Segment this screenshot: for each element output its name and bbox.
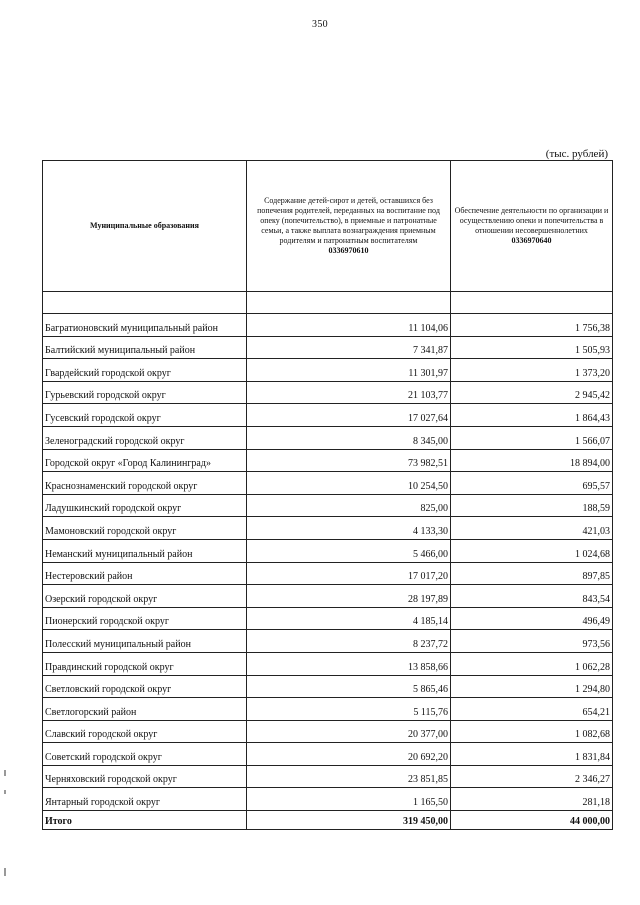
- municipality-name: Светловский городской округ: [43, 675, 247, 698]
- orphans-support-value: 11 301,97: [247, 359, 451, 382]
- municipality-name: Правдинский городской округ: [43, 652, 247, 675]
- table-row: [43, 517, 613, 540]
- orphans-support-value: 825,00: [247, 494, 451, 517]
- municipality-name: Черняховский городской округ: [43, 765, 247, 788]
- total-row: [43, 811, 613, 830]
- municipality-name: Светлогорский район: [43, 698, 247, 721]
- scan-mark: [4, 790, 6, 794]
- table-row: [43, 675, 613, 698]
- municipality-name: Ладушкинский городской округ: [43, 494, 247, 517]
- header-orphans-support-code: 0336970610: [328, 246, 369, 255]
- municipality-name: Нестеровский район: [43, 562, 247, 585]
- municipality-name: Славский городской округ: [43, 720, 247, 743]
- orphans-support-value: 1 165,50: [247, 788, 451, 811]
- data-table-container: [42, 160, 612, 830]
- orphans-support-value: 8 345,00: [247, 426, 451, 449]
- municipality-name: Гурьевский городской округ: [43, 381, 247, 404]
- table-body: [43, 292, 613, 830]
- guardianship-value: 421,03: [451, 517, 613, 540]
- guardianship-value: 654,21: [451, 698, 613, 721]
- orphans-support-value: 4 133,30: [247, 517, 451, 540]
- table-row: [43, 652, 613, 675]
- guardianship-value: 1 566,07: [451, 426, 613, 449]
- orphans-support-value: 11 104,06: [247, 314, 451, 337]
- guardianship-value: 281,18: [451, 788, 613, 811]
- orphans-support-value: 17 027,64: [247, 404, 451, 427]
- total-guardianship: 44 000,00: [451, 811, 613, 830]
- table-row: [43, 630, 613, 653]
- guardianship-value: 1 831,84: [451, 743, 613, 766]
- orphans-support-value: 8 237,72: [247, 630, 451, 653]
- header-guardianship: [451, 161, 613, 292]
- table-row: [43, 494, 613, 517]
- orphans-support-value: 5 865,46: [247, 675, 451, 698]
- municipality-name: Озерский городской округ: [43, 585, 247, 608]
- page-number: 350: [312, 19, 328, 30]
- guardianship-value: 2 346,27: [451, 765, 613, 788]
- guardianship-value: 1 756,38: [451, 314, 613, 337]
- table-row: [43, 698, 613, 721]
- orphans-support-value: 4 185,14: [247, 607, 451, 630]
- municipality-name: Краснознаменский городской округ: [43, 472, 247, 495]
- scan-mark: [4, 868, 6, 876]
- guardianship-value: 843,54: [451, 585, 613, 608]
- units-label: (тыс. рублей): [545, 148, 608, 160]
- orphans-support-value: 21 103,77: [247, 381, 451, 404]
- guardianship-value: 1 373,20: [451, 359, 613, 382]
- header-row: [43, 161, 613, 292]
- guardianship-value: 1 024,68: [451, 539, 613, 562]
- guardianship-value: 1 062,28: [451, 652, 613, 675]
- total-label: Итого: [43, 811, 247, 830]
- table-row: [43, 404, 613, 427]
- municipality-name: Гусевский городской округ: [43, 404, 247, 427]
- guardianship-value: 1 294,80: [451, 675, 613, 698]
- orphans-support-value: 20 377,00: [247, 720, 451, 743]
- orphans-support-value: 23 851,85: [247, 765, 451, 788]
- table-row: [43, 765, 613, 788]
- municipality-name: Полесский муниципальный район: [43, 630, 247, 653]
- orphans-support-value: 7 341,87: [247, 336, 451, 359]
- guardianship-value: 18 894,00: [451, 449, 613, 472]
- table-row: [43, 562, 613, 585]
- table-row: [43, 336, 613, 359]
- municipality-name: Янтарный городской округ: [43, 788, 247, 811]
- municipality-name: Мамоновский городской округ: [43, 517, 247, 540]
- table-row: [43, 472, 613, 495]
- table-row: [43, 314, 613, 337]
- header-guardianship-text: Обеспечение деятельности по организации и осуществлению опеки и попечительства в отношении несовершеннолетних: [454, 206, 609, 235]
- municipality-name: Неманский муниципальный район: [43, 539, 247, 562]
- municipality-name: Гвардейский городской округ: [43, 359, 247, 382]
- data-table: [42, 160, 613, 830]
- table-row: [43, 426, 613, 449]
- guardianship-value: 973,56: [451, 630, 613, 653]
- orphans-support-value: 73 982,51: [247, 449, 451, 472]
- spacer-row: [43, 292, 613, 314]
- spacer-cell: [451, 292, 613, 314]
- table-row: [43, 449, 613, 472]
- guardianship-value: 188,59: [451, 494, 613, 517]
- spacer-cell: [247, 292, 451, 314]
- orphans-support-value: 13 858,66: [247, 652, 451, 675]
- municipality-name: Багратионовский муниципальный район: [43, 314, 247, 337]
- table-row: [43, 607, 613, 630]
- table-row: [43, 381, 613, 404]
- municipality-name: Балтийский муниципальный район: [43, 336, 247, 359]
- municipality-name: Зеленоградский городской округ: [43, 426, 247, 449]
- header-municipality: Муниципальные образования: [43, 161, 247, 292]
- orphans-support-value: 5 115,76: [247, 698, 451, 721]
- orphans-support-value: 5 466,00: [247, 539, 451, 562]
- table-row: [43, 788, 613, 811]
- header-orphans-support-text: Содержание детей-сирот и детей, оставшихся без попечения родителей, переданных на воспитание под опеку (попечительство), в приемные и патронатные семьи, а также выплата вознаграждения приемным родителям и патронатным воспитателям: [257, 196, 440, 245]
- spacer-cell: [43, 292, 247, 314]
- table-row: [43, 720, 613, 743]
- guardianship-value: 695,57: [451, 472, 613, 495]
- guardianship-value: 897,85: [451, 562, 613, 585]
- orphans-support-value: 28 197,89: [247, 585, 451, 608]
- header-orphans-support: [247, 161, 451, 292]
- table-row: [43, 539, 613, 562]
- header-guardianship-code: 0336970640: [511, 236, 552, 245]
- total-orphans-support: 319 450,00: [247, 811, 451, 830]
- municipality-name: Пионерский городской округ: [43, 607, 247, 630]
- table-row: [43, 743, 613, 766]
- table-row: [43, 359, 613, 382]
- guardianship-value: 1 505,93: [451, 336, 613, 359]
- guardianship-value: 1 082,68: [451, 720, 613, 743]
- municipality-name: Городской округ «Город Калининград»: [43, 449, 247, 472]
- guardianship-value: 496,49: [451, 607, 613, 630]
- municipality-name: Советский городской округ: [43, 743, 247, 766]
- orphans-support-value: 20 692,20: [247, 743, 451, 766]
- guardianship-value: 1 864,43: [451, 404, 613, 427]
- table-row: [43, 585, 613, 608]
- orphans-support-value: 17 017,20: [247, 562, 451, 585]
- orphans-support-value: 10 254,50: [247, 472, 451, 495]
- scan-mark: [4, 770, 6, 776]
- guardianship-value: 2 945,42: [451, 381, 613, 404]
